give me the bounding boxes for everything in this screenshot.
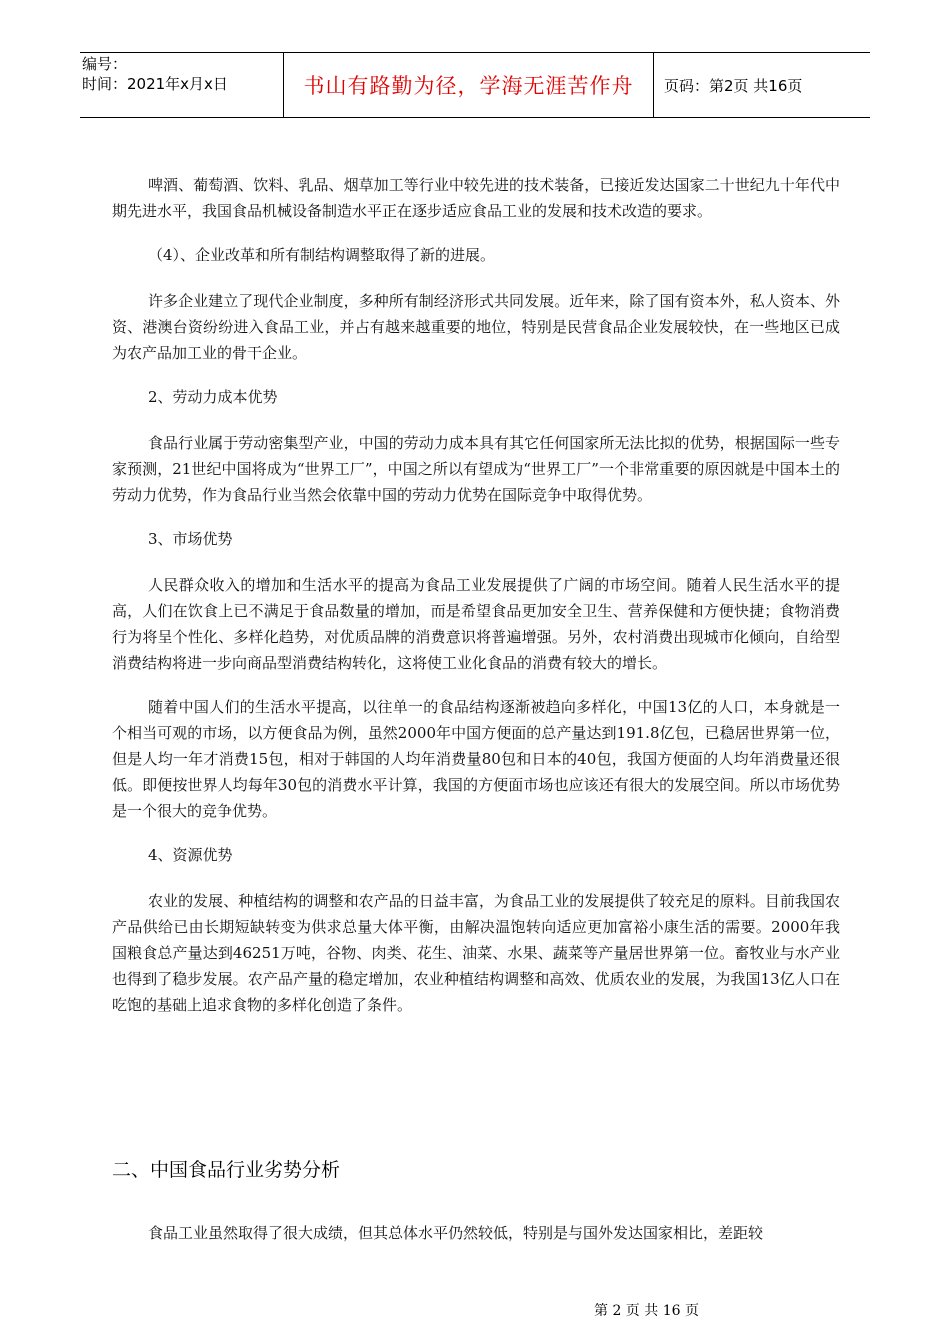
subheading: （4）、企业改革和所有制结构调整取得了新的进展。 <box>148 246 496 264</box>
paragraph: 人民群众收入的增加和生活水平的提高为食品工业发展提供了广阔的市场空间。随着人民生活水平的提高，人们在饮食上已不满足于食品数量的增加，而是希望食品更加安全卫生、营养保健和方便快捷；食物消费行为将呈个性化、多样化趋势，对优质品牌的消费意识将普遍增强。另外，农村消费出现城市化倾向，自给型消费结构将进一步向商品型消费结构转化，这将使工业化食品的消费有较大的增长。 <box>112 576 840 672</box>
paragraph: 随着中国人们的生活水平提高，以往单一的食品结构逐渐被趋向多样化，中国13亿的人口，本身就是一个相当可观的市场，以方便食品为例，虽然2000年中国方便面的总产量达到191.8亿包，已稳居世界第一位，但是人均一年才消费15包，相对于韩国的人均年消费量80包和日本的40包，我国方便面的人均年消费量还很低。即便按世界人均每年30包的消费水平计算，我国的方便面市场也应该还有很大的发展空间。所以市场优势是一个很大的竞争优势。 <box>112 698 840 820</box>
paragraph: 农业的发展、种植结构的调整和农产品的日益丰富，为食品工业的发展提供了较充足的原料。目前我国农产品供给已由长期短缺转变为供求总量大体平衡，由解决温饱转向适应更加富裕小康生活的需要。2000年我国粮食总产量达到46251万吨，谷物、肉类、花生、油菜、水果、蔬菜等产量居世界第一位。畜牧业与水产业也得到了稳步发展。农产品产量的稳定增加，农业种植结构调整和高效、优质农业的发展，为我国13亿人口在吃饱的基础上追求食物的多样化创造了条件。 <box>112 892 840 1014</box>
page-header <box>80 52 870 118</box>
paragraph: 许多企业建立了现代企业制度，多种所有制经济形式共同发展。近年来，除了国有资本外，私人资本、外资、港澳台资纷纷进入食品工业，并占有越来越重要的地位，特别是民营食品企业发展较快，在一些地区已成为农产品加工业的骨干企业。 <box>112 292 840 362</box>
paragraph: 食品行业属于劳动密集型产业，中国的劳动力成本具有其它任何国家所无法比拟的优势，根据国际一些专家预测，21世纪中国将成为“世界工厂”，中国之所以有望成为“世界工厂”一个非常重要的原因就是中国本土的劳动力优势，作为食品行业当然会依靠中国的劳动力优势在国际竞争中取得优势。 <box>112 434 840 504</box>
header-page-info: 页码：第2页 共16页 <box>664 76 803 95</box>
header-number-label: 编号： <box>82 55 128 73</box>
subheading: 2、劳动力成本优势 <box>148 388 278 406</box>
section-title: 二、中国食品行业劣势分析 <box>112 1159 341 1181</box>
paragraph: 食品工业虽然取得了很大成绩，但其总体水平仍然较低，特别是与国外发达国家相比，差距较 <box>148 1224 764 1242</box>
subheading: 3、市场优势 <box>148 530 233 548</box>
header-divider <box>653 52 654 118</box>
header-meta <box>82 54 228 94</box>
page-footer: 第 2 页 共 16 页 <box>594 1303 699 1319</box>
paragraph: 啤酒、葡萄酒、饮料、乳品、烟草加工等行业中较先进的技术装备，已接近发达国家二十世纪九十年代中期先进水平，我国食品机械设备制造水平正在逐步适应食品工业的发展和技术改造的要求。 <box>112 176 840 220</box>
document-body <box>112 172 840 1036</box>
header-motto: 书山有路勤为径，学海无涯苦作舟 <box>303 74 634 98</box>
subheading: 4、资源优势 <box>148 846 233 864</box>
header-time-label: 时间：2021年x月x日 <box>82 75 228 93</box>
